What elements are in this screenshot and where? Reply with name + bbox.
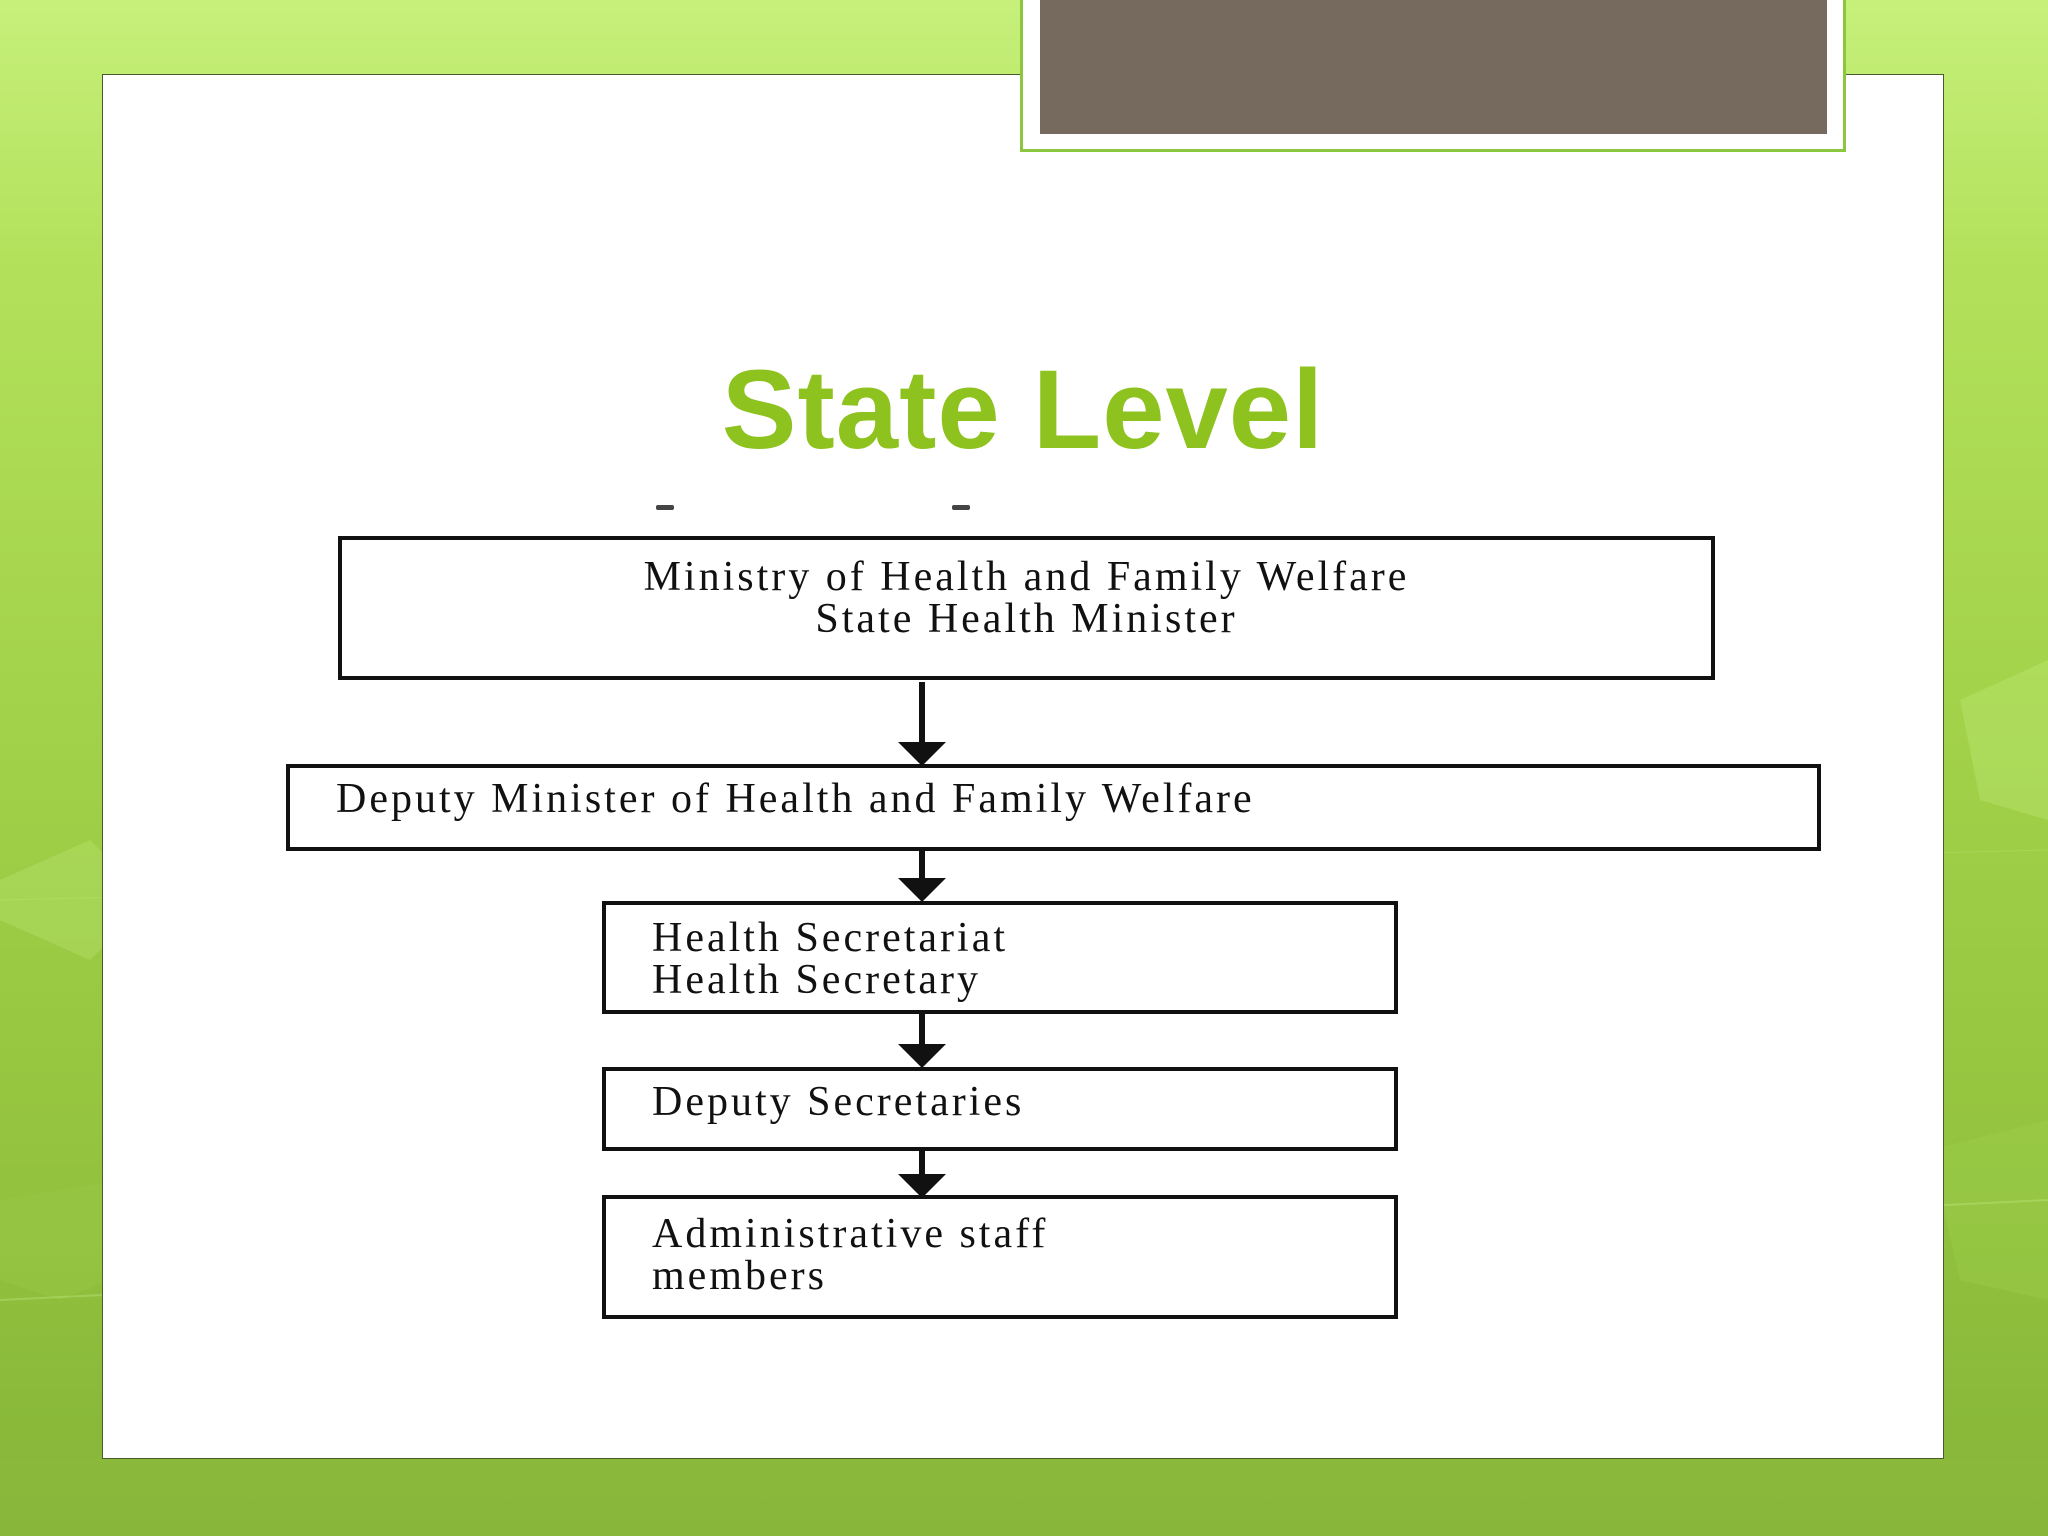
node-health-secretariat-line-2: Health Secretary [652, 957, 982, 1003]
title-tab-block [1040, 0, 1827, 134]
node-ministry [338, 536, 1715, 680]
node-administrative-staff-line-2: members [652, 1253, 827, 1299]
node-administrative-staff-line-1: Administrative staff [652, 1211, 1049, 1257]
node-deputy-minister-line-1: Deputy Minister of Health and Family Welfare [336, 776, 1255, 822]
stray-mark [656, 505, 674, 510]
node-deputy-minister [286, 764, 1821, 851]
node-health-secretariat [602, 901, 1398, 1014]
node-ministry-line-2: State Health Minister [815, 596, 1238, 642]
stray-mark [952, 505, 970, 510]
node-administrative-staff [602, 1195, 1398, 1319]
node-deputy-secretaries [602, 1067, 1398, 1151]
node-health-secretariat-line-1: Health Secretariat [652, 915, 1008, 961]
slide-title: State Level [721, 347, 1325, 472]
node-ministry-line-1: Ministry of Health and Family Welfare [643, 554, 1410, 600]
node-deputy-secretaries-line-1: Deputy Secretaries [652, 1079, 1025, 1125]
